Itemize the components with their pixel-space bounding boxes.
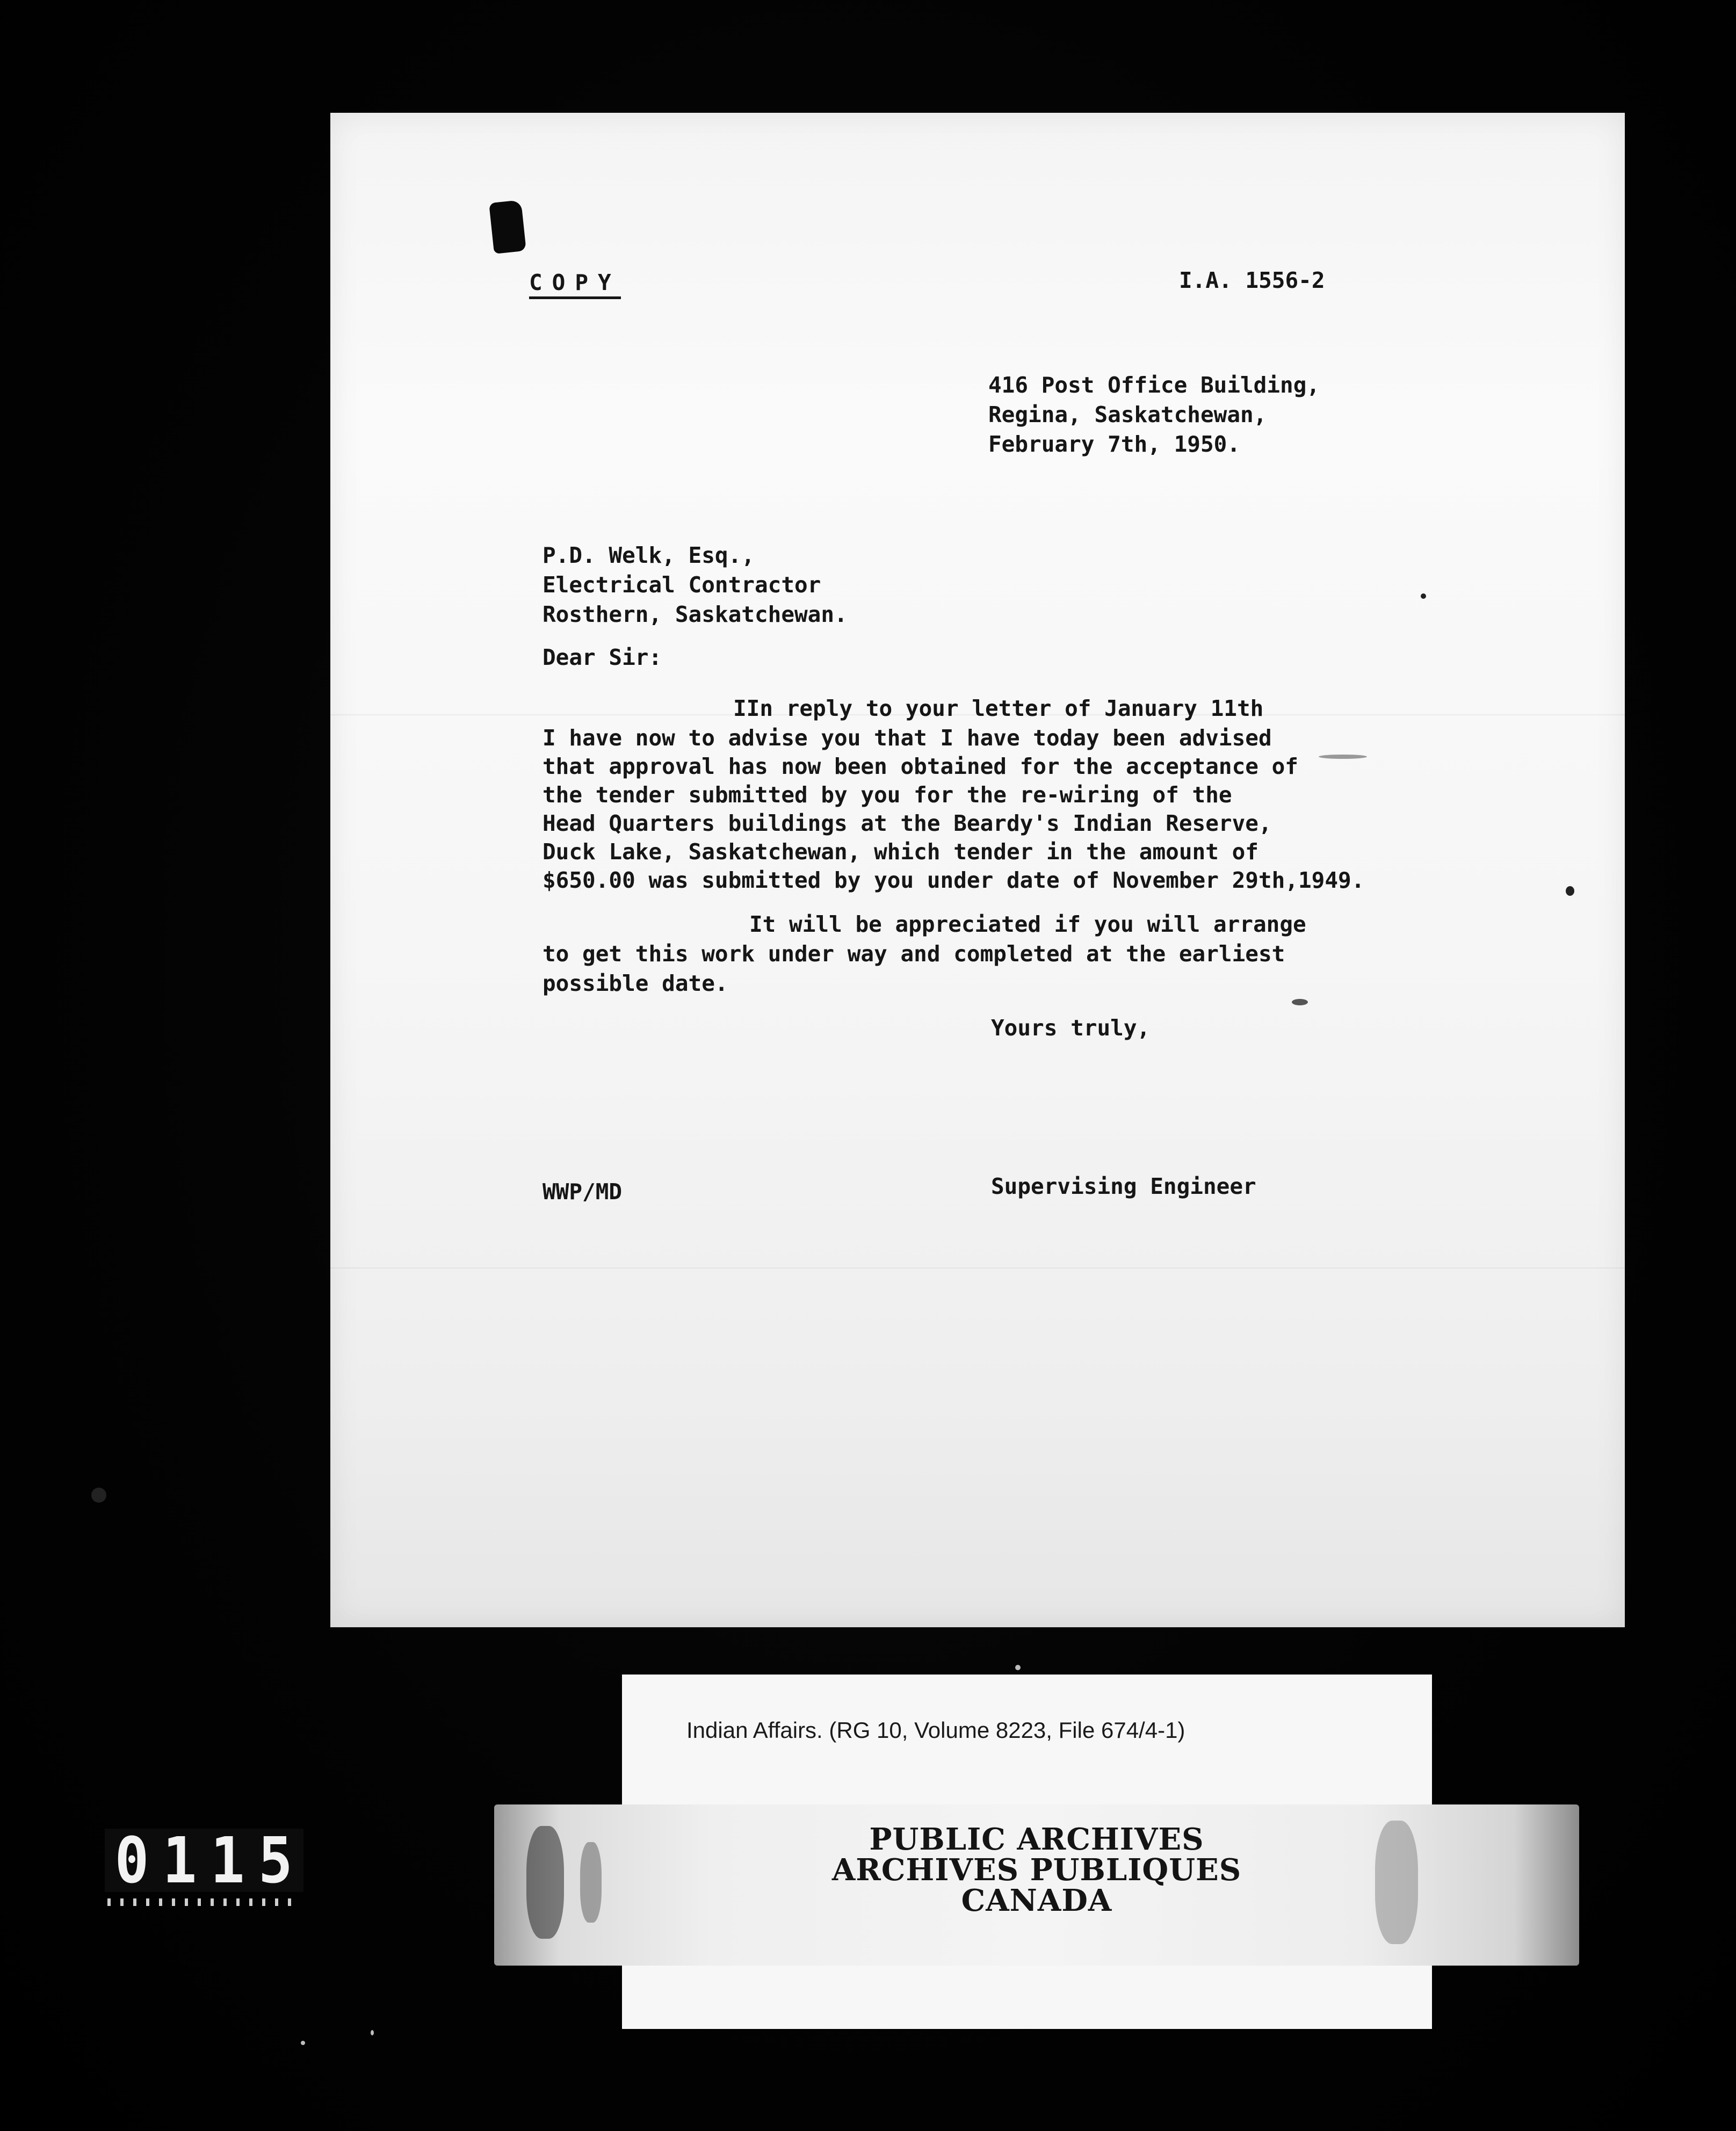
ink-speck (1319, 755, 1367, 759)
signature-title: Supervising Engineer (991, 1173, 1256, 1199)
fold-line (330, 1267, 1625, 1269)
typist-initials: WWP/MD (542, 1179, 623, 1205)
body-line: It will be appreciated if you will arrange (749, 911, 1306, 937)
body-line: that approval has now been obtained for the acceptance of (542, 753, 1298, 779)
stamp-line-public-archives: PUBLIC ARCHIVES (869, 1822, 1204, 1857)
salutation: Dear Sir: (542, 644, 662, 670)
frame-counter-value: 0115 (114, 1823, 307, 1897)
body-line: the tender submitted by you for the re-wiring of the (542, 782, 1232, 808)
paper-clip-mark (489, 200, 526, 254)
body-line: Head Quarters buildings at the Beardy's Indian Reserve, (542, 810, 1272, 836)
film-speck (371, 2030, 374, 2035)
ink-speck (1292, 999, 1308, 1005)
body-line: to get this work under way and completed at the earliest (542, 941, 1285, 967)
letter-date: February 7th, 1950. (988, 431, 1240, 457)
body-line: Duck Lake, Saskatchewan, which tender in the amount of (542, 839, 1258, 865)
body-line: IIn reply to your letter of January 11th (733, 695, 1264, 721)
frame-counter (105, 1823, 307, 1897)
archive-stamp (494, 1804, 1579, 1966)
stamp-line-canada: CANADA (961, 1883, 1112, 1918)
film-speck (1015, 1665, 1021, 1670)
ink-speck (1566, 886, 1574, 896)
film-speck (301, 2041, 305, 2045)
recipient-line: P.D. Welk, Esq., (542, 542, 755, 568)
body-line: possible date. (542, 970, 728, 996)
letter-sheet (330, 113, 1625, 1627)
sender-address-line: Regina, Saskatchewan, (988, 402, 1267, 427)
sender-address-line: 416 Post Office Building, (988, 372, 1320, 398)
counter-tick-marks (107, 1898, 301, 1906)
film-speck (91, 1488, 106, 1503)
copy-label: COPY (529, 270, 621, 299)
stamp-line-archives-publiques: ARCHIVES PUBLIQUES (831, 1852, 1242, 1888)
archive-reference-text: Indian Affairs. (RG 10, Volume 8223, File 674/4-1) (686, 1717, 1185, 1743)
recipient-line: Electrical Contractor (542, 572, 821, 598)
closing: Yours truly, (991, 1015, 1151, 1041)
body-line: $650.00 was submitted by you under date of November 29th,1949. (542, 867, 1365, 893)
file-reference: I.A. 1556-2 (1179, 267, 1325, 293)
recipient-line: Rosthern, Saskatchewan. (542, 601, 848, 627)
body-line: I have now to advise you that I have today been advised (542, 725, 1272, 751)
ink-speck (1421, 593, 1426, 599)
